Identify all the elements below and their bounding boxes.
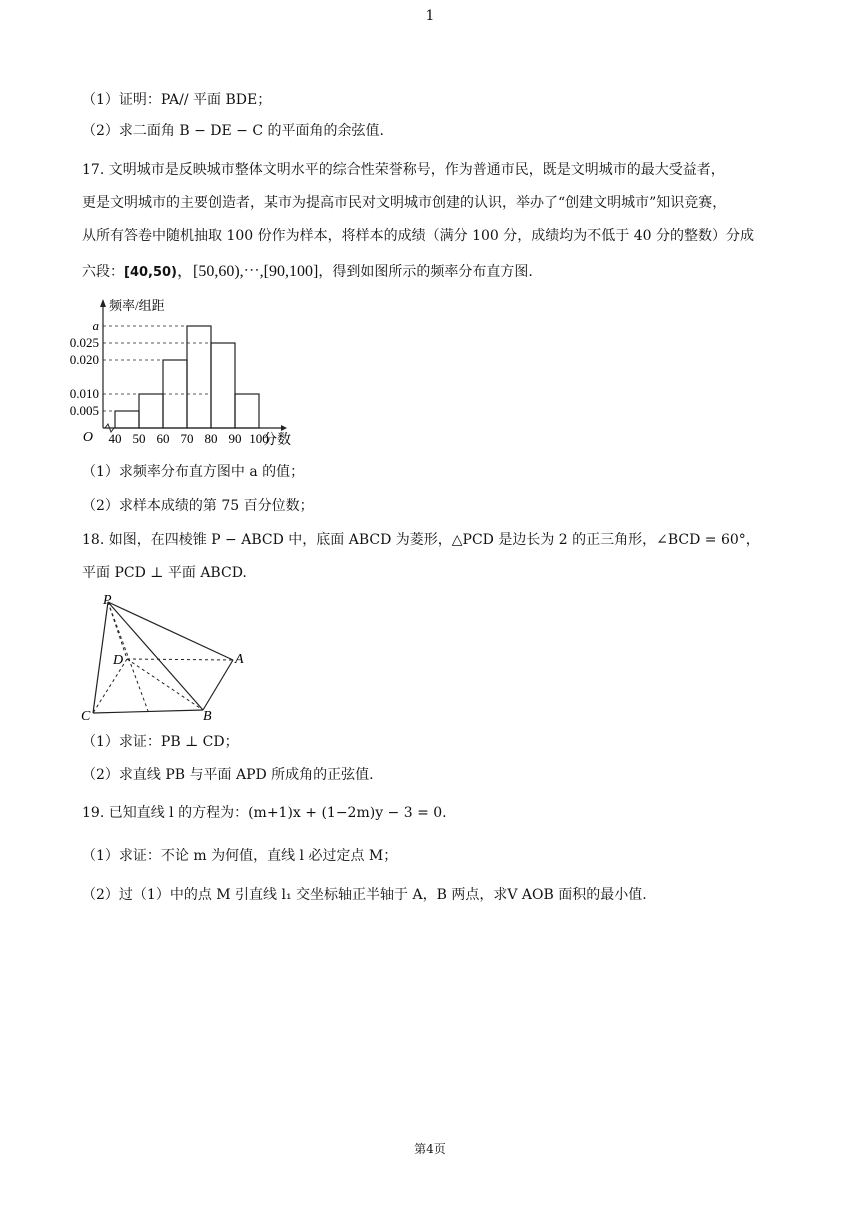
label-P: P: [103, 593, 112, 608]
q16-part2: （2）求二面角 B − DE − C 的平面角的余弦值.: [82, 123, 384, 139]
label-A: A: [235, 652, 244, 667]
y-tick-label: 0.025: [69, 335, 99, 350]
x-tick-label: 100: [249, 431, 269, 446]
q17-intervals: ，[50,60),⋯,[90,100]: [177, 263, 319, 280]
histogram-bar: [115, 411, 139, 428]
q17-part1: （1）求频率分布直方图中 a 的值；: [82, 464, 305, 480]
q18-part1: （1）求证：PB ⊥ CD；: [82, 734, 239, 750]
q17-line4-suffix: ，得到如图所示的频率分布直方图.: [318, 264, 533, 280]
q17-line1: 17. 文明城市是反映城市整体文明水平的综合性荣誉称号，作为普通市民，既是文明城市的最大受益者，: [82, 162, 725, 178]
histogram-bar: [235, 394, 259, 428]
q16-part1: （1）证明：PA// 平面 BDE；: [82, 92, 272, 108]
y-axis-arrow: [100, 299, 106, 307]
frequency-histogram: [69, 293, 335, 453]
q18-line2: 平面 PCD ⊥ 平面 ABCD.: [82, 565, 247, 581]
histogram-bar: [187, 326, 211, 428]
y-tick-label: 0.005: [69, 403, 99, 418]
q17-line2: 更是文明城市的主要创造者，某市为提高市民对文明城市创建的认识，举办了“创建文明城市”知识竞赛，: [82, 195, 727, 211]
label-B: B: [203, 709, 212, 724]
x-axis-arrow: [281, 425, 287, 431]
y-tick-label: 0.020: [69, 352, 99, 367]
x-tick-label: 70: [180, 431, 194, 446]
x-tick-label: 90: [228, 431, 242, 446]
edge-PD: [108, 602, 127, 659]
page-footer: 第4页: [414, 1142, 446, 1156]
x-tick-label: 80: [204, 431, 218, 446]
page-number-top: 1: [425, 8, 435, 24]
edge-DA: [127, 659, 233, 660]
edge-PC: [93, 602, 108, 713]
q17-part2: （2）求样本成绩的第 75 百分位数；: [82, 498, 314, 514]
histogram-bar: [211, 343, 235, 428]
label-C: C: [81, 709, 91, 724]
x-axis-label: 分数: [263, 433, 291, 448]
x-tick-label: 40: [108, 431, 122, 446]
q17-line3: 从所有答卷中随机抽取 100 份作为样本，将样本的成绩（满分 100 分，成绩均为不低于 40 分的整数）分成: [82, 228, 754, 244]
edge-PA: [108, 602, 233, 660]
q19-part1: （1）求证：不论 m 为何值，直线 l 必过定点 M；: [82, 848, 398, 864]
q19-line1: 19. 已知直线 l 的方程为：(m+1)x + (1−2m)y − 3 = 0.: [82, 805, 447, 821]
histogram-bar: [139, 394, 163, 428]
q18-part2: （2）求直线 PB 与平面 APD 所成角的正弦值.: [82, 767, 374, 783]
y-tick-label: 0.010: [69, 386, 99, 401]
q17-line4: [82, 262, 533, 283]
q17-line4-prefix: 六段：: [82, 264, 124, 280]
edge-BA: [203, 660, 233, 710]
q18-line1: 18. 如图，在四棱锥 P − ABCD 中，底面 ABCD 为菱形，△PCD 是边长为 2 的正三角形，∠BCD = 60°，: [82, 532, 760, 548]
x-tick-label: 60: [156, 431, 170, 446]
q19-part2: （2）过（1）中的点 M 引直线 l₁ 交坐标轴正半轴于 A，B 两点，求V AOB 面积的最小值.: [82, 887, 647, 903]
q17-interval-first: [40,50): [124, 265, 178, 280]
origin-label: O: [82, 430, 93, 445]
label-D: D: [113, 653, 124, 668]
y-tick-label: a: [92, 318, 99, 333]
pyramid-figure: [75, 590, 260, 725]
y-axis-label: 频率/组距: [109, 298, 165, 313]
x-tick-label: 50: [132, 431, 146, 446]
